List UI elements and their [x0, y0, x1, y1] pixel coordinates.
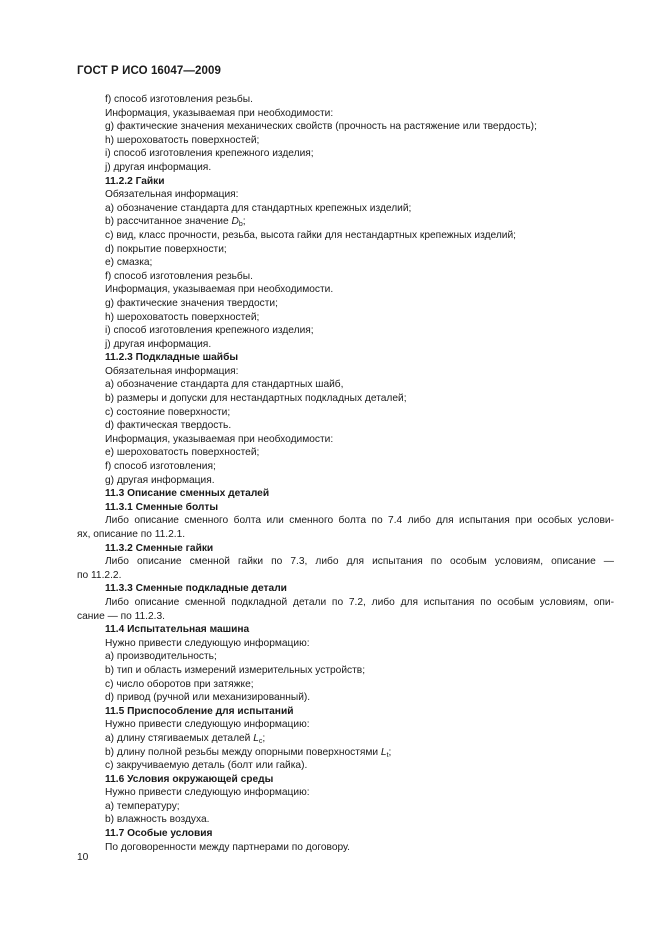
- paragraph: По договоренности между партнерами по договору.: [105, 841, 350, 853]
- list-item: a) обозначение стандарта для стандартных шайб,: [105, 379, 344, 391]
- list-item: c) число оборотов при затяжке;: [105, 678, 254, 690]
- list-item: d) покрытие поверхности;: [105, 243, 227, 255]
- paragraph: Либо описание сменной подкладной детали по 7.2, либо для испытания по особым условиям, опи-: [105, 596, 614, 608]
- paragraph: Либо описание сменного болта или сменного болта по 7.4 либо для испытания при особых услови-: [105, 515, 614, 527]
- list-item: c) вид, класс прочности, резьба, высота гайки для нестандартных крепежных изделий;: [105, 229, 516, 241]
- paragraph-continuation: ях, описание по 11.2.1.: [77, 529, 186, 540]
- paragraph: Информация, указываемая при необходимости:: [105, 433, 334, 445]
- list-item: b) длину полной резьбы между опорными поверхностями $L_t$;: [105, 746, 392, 759]
- document-header: ГОСТ Р ИСО 16047—2009: [77, 65, 222, 77]
- list-item: h) шероховатость поверхностей;: [105, 311, 260, 323]
- list-item: g) фактические значения твердости;: [105, 297, 278, 309]
- list-item: h) шероховатость поверхностей;: [105, 134, 260, 146]
- list-item: a) температуру;: [105, 800, 180, 812]
- section-heading-11-2-3: 11.2.3 Подкладные шайбы: [105, 352, 239, 364]
- list-item: c) состояние поверхности;: [105, 406, 231, 418]
- list-item: a) длину стягиваемых деталей $L_c$;: [105, 732, 266, 745]
- list-item: a) обозначение стандарта для стандартных крепежных изделий;: [105, 202, 412, 214]
- section-heading-11-3-3: 11.3.3 Сменные подкладные детали: [105, 583, 287, 595]
- section-heading-11-6: 11.6 Условия окружающей среды: [105, 773, 274, 785]
- list-item: i) способ изготовления крепежного изделия;: [105, 148, 314, 160]
- section-heading-11-2-2: 11.2.2 Гайки: [105, 175, 165, 187]
- paragraph-continuation: сание — по 11.2.3.: [77, 610, 166, 622]
- paragraph: Обязательная информация:: [105, 189, 239, 201]
- list-item: b) рассчитанное значение $D_b$;: [105, 216, 246, 229]
- list-item: f) способ изготовления резьбы.: [105, 270, 253, 282]
- list-item: g) фактические значения механических свойств (прочность на растяжение или твердость);: [105, 121, 537, 133]
- paragraph-continuation: по 11.2.2.: [77, 569, 122, 581]
- section-heading-11-3: 11.3 Описание сменных деталей: [105, 488, 270, 500]
- list-item: d) фактическая твердость.: [105, 420, 232, 432]
- list-item: b) тип и область измерений измерительных устройств;: [105, 664, 366, 676]
- list-item: e) шероховатость поверхностей;: [105, 447, 260, 459]
- section-heading-11-3-1: 11.3.1 Сменные болты: [105, 501, 219, 513]
- paragraph: Информация, указываемая при необходимости:: [105, 107, 334, 119]
- list-item: d) привод (ручной или механизированный).: [105, 692, 311, 704]
- list-item: c) закручиваемую деталь (болт или гайка).: [105, 760, 308, 772]
- list-item: a) производительность;: [105, 651, 217, 663]
- list-item: g) другая информация.: [105, 474, 215, 486]
- list-item: i) способ изготовления крепежного изделия;: [105, 325, 314, 337]
- page-number: 10: [77, 852, 89, 863]
- list-item: e) смазка;: [105, 257, 153, 269]
- list-item: b) размеры и допуски для нестандартных подкладных деталей;: [105, 393, 407, 405]
- paragraph: Нужно привести следующую информацию:: [105, 787, 310, 799]
- paragraph: Нужно привести следующую информацию:: [105, 719, 310, 731]
- section-heading-11-4: 11.4 Испытательная машина: [105, 624, 250, 636]
- section-heading-11-3-2: 11.3.2 Сменные гайки: [105, 542, 214, 554]
- list-item: j) другая информация.: [105, 338, 212, 350]
- list-item: f) способ изготовления резьбы.: [105, 94, 253, 105]
- paragraph: Либо описание сменной гайки по 7.3, либо для испытания по особым условиям, описание —: [105, 556, 614, 568]
- document-body: [77, 93, 614, 854]
- section-heading-11-7: 11.7 Особые условия: [105, 828, 213, 840]
- paragraph: Обязательная информация:: [105, 365, 239, 377]
- list-item: j) другая информация.: [105, 161, 212, 173]
- list-item: f) способ изготовления;: [105, 461, 216, 473]
- paragraph: Информация, указываемая при необходимости.: [105, 284, 334, 296]
- section-heading-11-5: 11.5 Приспособление для испытаний: [105, 705, 294, 717]
- list-item: b) влажность воздуха.: [105, 814, 210, 826]
- paragraph: Нужно привести следующую информацию:: [105, 637, 310, 649]
